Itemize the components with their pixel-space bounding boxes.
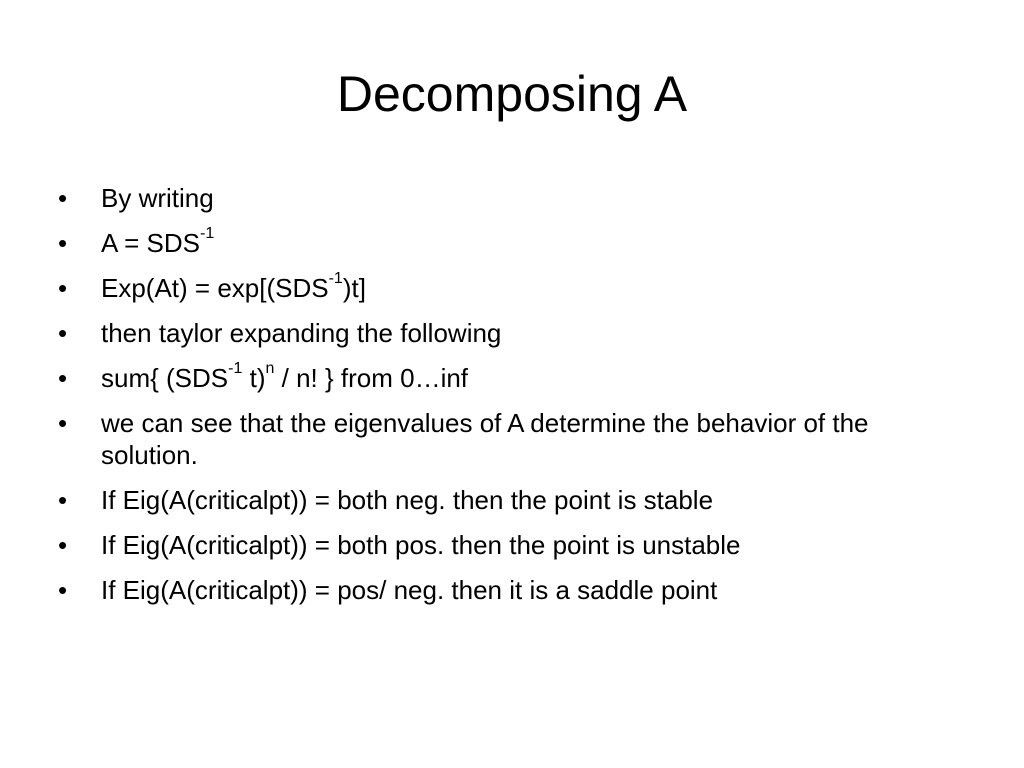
slide-title: Decomposing A (336, 66, 688, 122)
bullet-item (58, 272, 958, 304)
bullet-marker: • (58, 530, 68, 560)
bullet-text-middle: t) (242, 363, 266, 393)
bullet-text: sum{ (SDS (101, 363, 229, 393)
bullet-marker: • (58, 228, 68, 258)
superscript: n (265, 360, 275, 378)
bullet-item (58, 574, 958, 606)
bullet-text: By writing (101, 183, 214, 213)
superscript: -1 (200, 225, 215, 243)
bullet-marker: • (58, 318, 68, 348)
bullet-item (58, 407, 958, 471)
bullet-marker: • (58, 575, 68, 605)
bullet-marker: • (58, 183, 68, 213)
bullet-marker: • (58, 273, 68, 303)
bullet-item (58, 529, 958, 561)
bullet-item (58, 484, 958, 516)
superscript: -1 (328, 270, 343, 288)
bullet-marker: • (58, 363, 68, 393)
bullet-text: A = SDS (101, 228, 200, 258)
bullet-text-tail: )t] (342, 273, 366, 303)
bullet-marker: • (58, 485, 68, 515)
bullet-list (58, 182, 958, 619)
bullet-text: Exp(At) = exp[(SDS (101, 273, 329, 303)
bullet-item (58, 362, 958, 394)
bullet-text: If Eig(A(criticalpt)) = both neg. then the point is stable (101, 485, 714, 515)
bullet-text: If Eig(A(criticalpt)) = pos/ neg. then it is a saddle point (101, 575, 718, 605)
bullet-text-tail: / n! } from 0…inf (274, 363, 469, 393)
bullet-item (58, 182, 958, 214)
bullet-marker: • (58, 408, 68, 438)
bullet-text: then taylor expanding the following (101, 318, 502, 348)
bullet-text: If Eig(A(criticalpt)) = both pos. then the point is unstable (101, 530, 741, 560)
bullet-item (58, 317, 958, 349)
bullet-text: we can see that the eigenvalues of A determine the behavior of the solution. (101, 408, 869, 470)
bullet-item (58, 227, 958, 259)
superscript: -1 (228, 360, 243, 378)
